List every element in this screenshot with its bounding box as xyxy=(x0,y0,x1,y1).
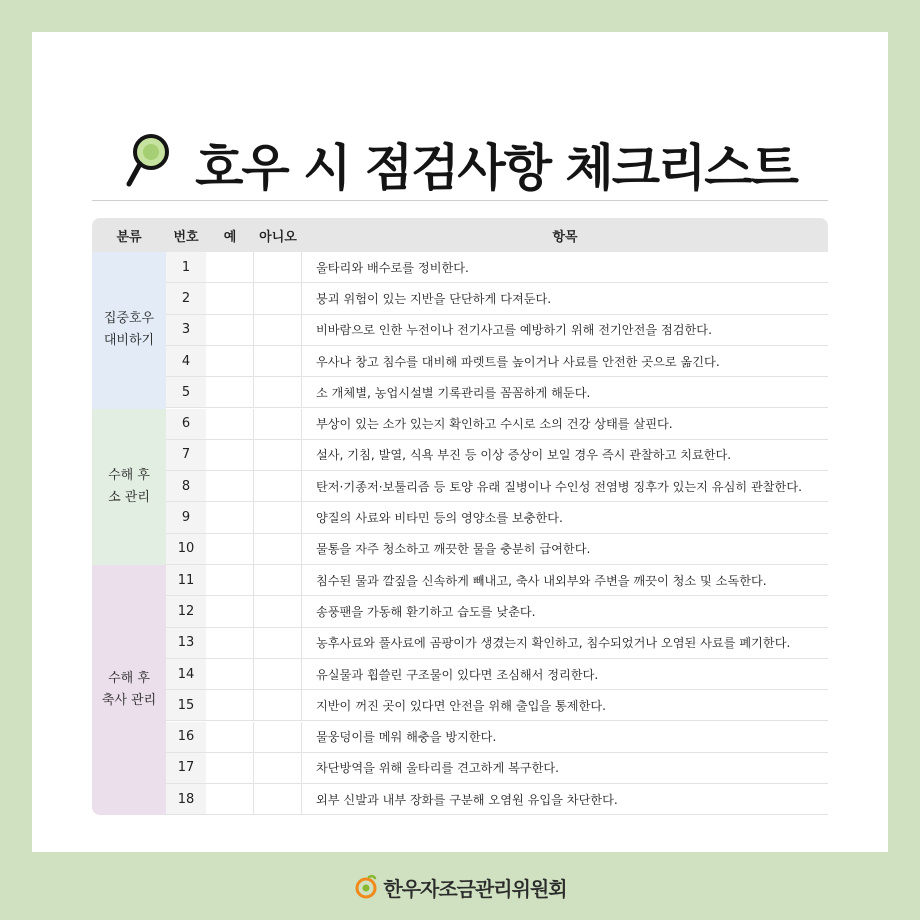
no-checkbox[interactable] xyxy=(254,690,302,720)
no-checkbox[interactable] xyxy=(254,283,302,313)
table-row xyxy=(166,346,828,377)
row-item-text: 탄저·기종저·보툴리즘 등 토양 유래 질병이나 수인성 전염병 징후가 있는지 유심히 관찰한다. xyxy=(316,479,802,494)
row-item-text: 비바람으로 인한 누전이나 전기사고를 예방하기 위해 전기안전을 점검한다. xyxy=(316,323,712,338)
row-item-text: 농후사료와 풀사료에 곰팡이가 생겼는지 확인하고, 침수되었거나 오염된 사료를 폐기한다. xyxy=(316,636,791,651)
page-title: 호우 시 점검사항 체크리스트 xyxy=(195,139,797,197)
row-number: 11 xyxy=(166,565,206,595)
table-row xyxy=(166,502,828,533)
yes-checkbox[interactable] xyxy=(206,659,254,689)
row-number: 14 xyxy=(166,659,206,689)
yes-checkbox[interactable] xyxy=(206,534,254,564)
divider xyxy=(92,200,828,201)
no-checkbox[interactable] xyxy=(254,471,302,501)
header-no: 아니오 xyxy=(259,229,297,245)
yes-checkbox[interactable] xyxy=(206,471,254,501)
row-item-text: 우사나 창고 침수를 대비해 파렛트를 높이거나 사료를 안전한 곳으로 옮긴다. xyxy=(316,354,720,369)
yes-checkbox[interactable] xyxy=(206,283,254,313)
row-item-text: 울타리와 배수로를 정비한다. xyxy=(316,260,469,275)
group-cell-1: 집중호우 대비하기 xyxy=(92,252,166,409)
hanwoo-logo-icon xyxy=(353,874,379,900)
no-checkbox[interactable] xyxy=(254,659,302,689)
group-cell-2: 수해 후 소 관리 xyxy=(92,409,166,566)
row-number: 10 xyxy=(166,534,206,564)
yes-checkbox[interactable] xyxy=(206,784,254,814)
row-number: 1 xyxy=(166,252,206,282)
table-row xyxy=(166,628,828,659)
row-number: 18 xyxy=(166,784,206,814)
row-number: 6 xyxy=(166,409,206,439)
row-item-text: 물통을 자주 청소하고 깨끗한 물을 충분히 급여한다. xyxy=(316,542,591,557)
row-item-text: 유실물과 휩쓸린 구조물이 있다면 조심해서 정리한다. xyxy=(316,667,599,682)
row-item-text: 지반이 꺼진 곳이 있다면 안전을 위해 출입을 통제한다. xyxy=(316,698,607,713)
row-item-text: 물웅덩이를 메워 해충을 방지한다. xyxy=(316,730,497,745)
yes-checkbox[interactable] xyxy=(206,346,254,376)
table-row xyxy=(166,534,828,565)
row-item-text: 침수된 물과 깔짚을 신속하게 빼내고, 축사 내외부와 주변을 깨끗이 청소 및 소독한다. xyxy=(316,573,767,588)
header-category: 분류 xyxy=(116,229,142,245)
no-checkbox[interactable] xyxy=(254,252,302,282)
header-yes: 예 xyxy=(223,229,237,245)
no-checkbox[interactable] xyxy=(254,409,302,439)
header-item: 항목 xyxy=(552,229,578,245)
table-row xyxy=(166,283,828,314)
table-header xyxy=(92,218,828,252)
org-name: 한우자조금관리위원회 xyxy=(383,876,567,901)
table-row xyxy=(166,315,828,346)
no-checkbox[interactable] xyxy=(254,534,302,564)
row-number: 12 xyxy=(166,596,206,626)
row-number: 7 xyxy=(166,440,206,470)
table-body xyxy=(92,252,828,815)
row-item-text: 붕괴 위험이 있는 지반을 단단하게 다져둔다. xyxy=(316,291,552,306)
row-number: 4 xyxy=(166,346,206,376)
table-row xyxy=(166,596,828,627)
yes-checkbox[interactable] xyxy=(206,409,254,439)
table-row xyxy=(166,659,828,690)
yes-checkbox[interactable] xyxy=(206,722,254,752)
table-row xyxy=(166,471,828,502)
no-checkbox[interactable] xyxy=(254,753,302,783)
no-checkbox[interactable] xyxy=(254,502,302,532)
row-number: 13 xyxy=(166,628,206,658)
row-number: 9 xyxy=(166,502,206,532)
row-number: 8 xyxy=(166,471,206,501)
yes-checkbox[interactable] xyxy=(206,377,254,407)
row-item-text: 차단방역을 위해 울타리를 견고하게 복구한다. xyxy=(316,761,560,776)
footer xyxy=(0,872,920,902)
table-row xyxy=(166,753,828,784)
no-checkbox[interactable] xyxy=(254,565,302,595)
no-checkbox[interactable] xyxy=(254,628,302,658)
table-row xyxy=(166,440,828,471)
row-item-text: 양질의 사료와 비타민 등의 영양소를 보충한다. xyxy=(316,511,563,526)
yes-checkbox[interactable] xyxy=(206,690,254,720)
table-row xyxy=(166,252,828,283)
yes-checkbox[interactable] xyxy=(206,315,254,345)
yes-checkbox[interactable] xyxy=(206,252,254,282)
row-number: 2 xyxy=(166,283,206,313)
row-item-text: 소 개체별, 농업시설별 기록관리를 꼼꼼하게 해둔다. xyxy=(316,385,591,400)
row-item-text: 부상이 있는 소가 있는지 확인하고 수시로 소의 건강 상태를 살핀다. xyxy=(316,417,673,432)
yes-checkbox[interactable] xyxy=(206,502,254,532)
no-checkbox[interactable] xyxy=(254,596,302,626)
group-cell-3: 수해 후 축사 관리 xyxy=(92,565,166,815)
checklist-card xyxy=(32,32,888,852)
no-checkbox[interactable] xyxy=(254,315,302,345)
table-row xyxy=(166,784,828,815)
row-number: 15 xyxy=(166,690,206,720)
row-number: 16 xyxy=(166,722,206,752)
table-row xyxy=(166,722,828,753)
title-row xyxy=(32,124,888,204)
yes-checkbox[interactable] xyxy=(206,565,254,595)
row-item-text: 설사, 기침, 발열, 식욕 부진 등 이상 증상이 보일 경우 즉시 관찰하고 치료한다. xyxy=(316,448,732,463)
table-row xyxy=(166,409,828,440)
yes-checkbox[interactable] xyxy=(206,440,254,470)
yes-checkbox[interactable] xyxy=(206,753,254,783)
no-checkbox[interactable] xyxy=(254,377,302,407)
table-row xyxy=(166,690,828,721)
yes-checkbox[interactable] xyxy=(206,628,254,658)
table-row xyxy=(166,565,828,596)
row-item-text: 외부 신발과 내부 장화를 구분해 오염원 유입을 차단한다. xyxy=(316,792,618,807)
no-checkbox[interactable] xyxy=(254,784,302,814)
no-checkbox[interactable] xyxy=(254,346,302,376)
checklist-table xyxy=(92,218,828,815)
header-number: 번호 xyxy=(173,229,199,245)
no-checkbox[interactable] xyxy=(254,722,302,752)
no-checkbox[interactable] xyxy=(254,440,302,470)
row-item-text: 송풍팬을 가동해 환기하고 습도를 낮춘다. xyxy=(316,604,536,619)
yes-checkbox[interactable] xyxy=(206,596,254,626)
table-row xyxy=(166,377,828,408)
row-number: 17 xyxy=(166,753,206,783)
magnifier-icon xyxy=(123,132,171,196)
row-number: 3 xyxy=(166,315,206,345)
row-number: 5 xyxy=(166,377,206,407)
